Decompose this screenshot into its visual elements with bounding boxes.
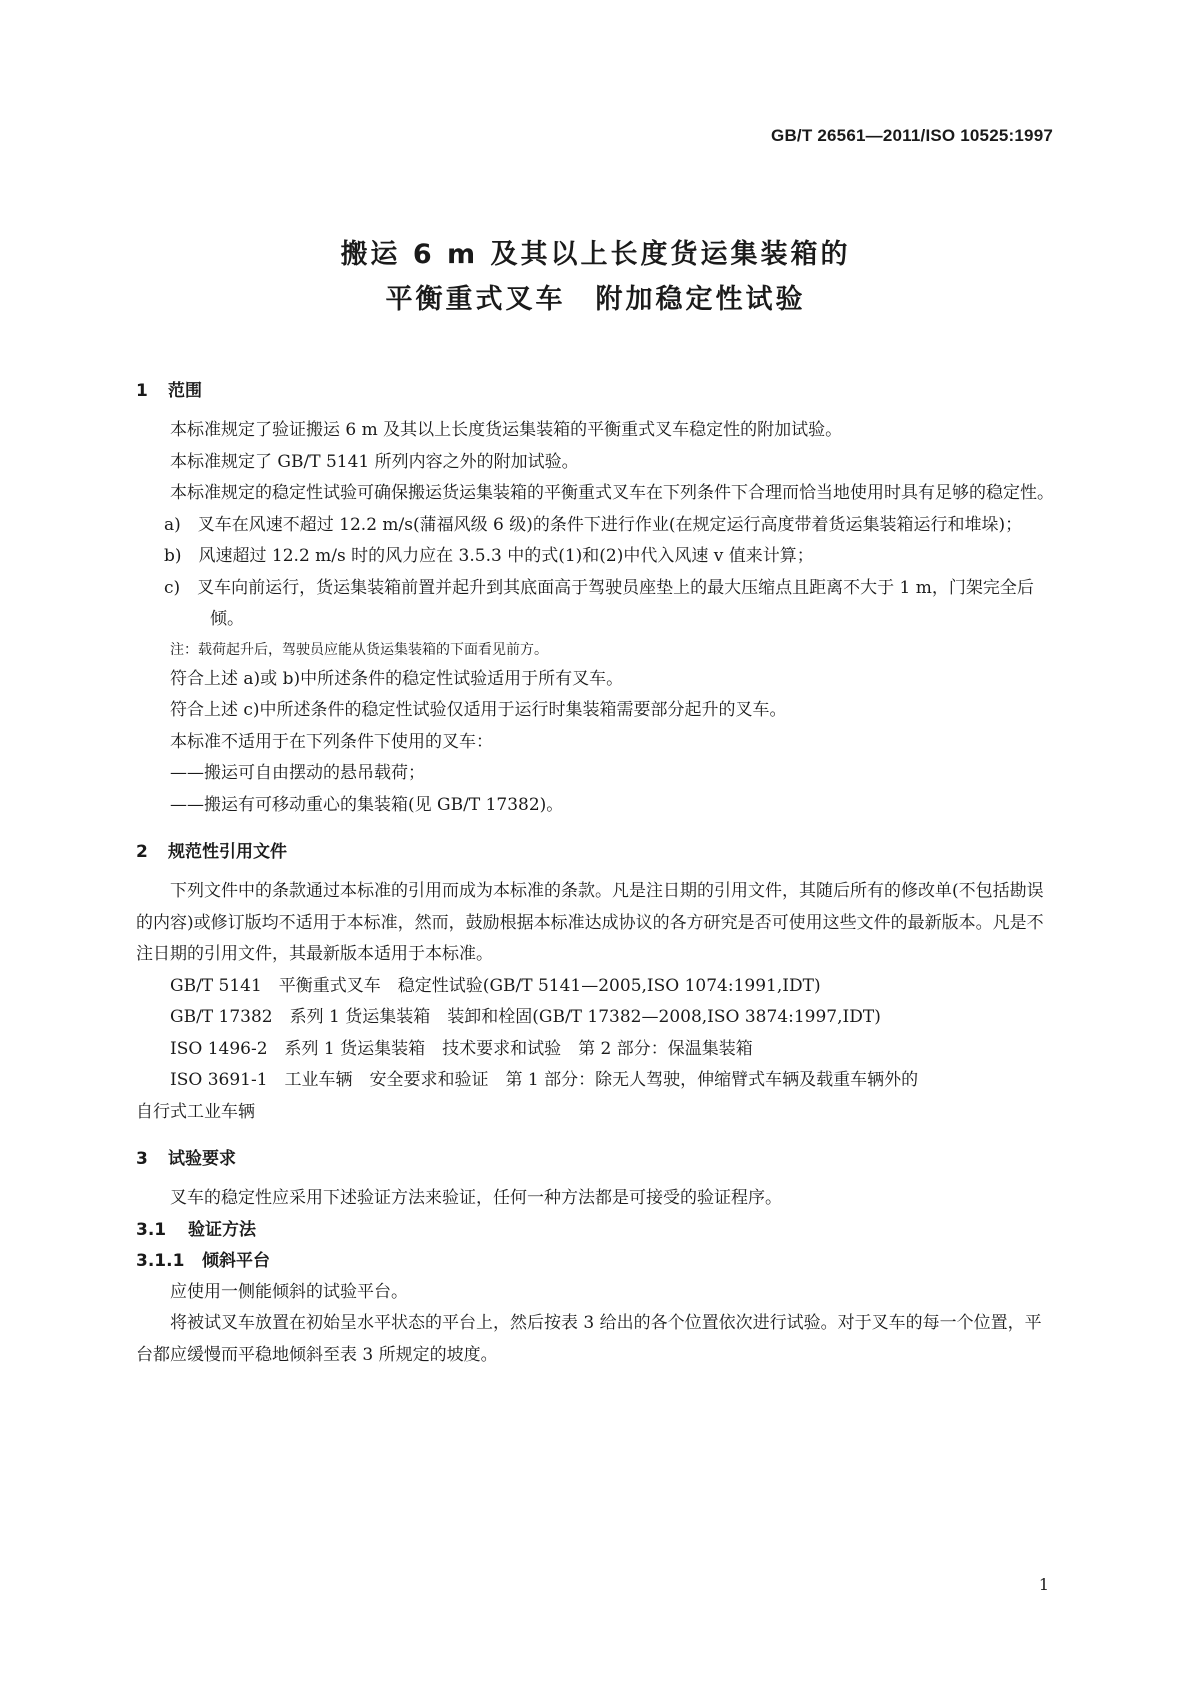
subsection-3-1-1-heading	[136, 1246, 1056, 1277]
section-number: 2	[136, 842, 148, 862]
paragraph: 本标准规定的稳定性试验可确保搬运货运集装箱的平衡重式叉车在下列条件下合理而恰当地使用时具有足够的稳定性。	[170, 483, 1054, 503]
section-1-heading	[136, 376, 1056, 401]
reference-item-continued: 自行式工业车辆	[136, 1101, 255, 1122]
section-title: 倾斜平台	[202, 1250, 270, 1271]
dash-item: ——搬运可自由摆动的悬吊载荷；	[170, 763, 425, 783]
paragraph: 应使用一侧能倾斜的试验平台。	[170, 1281, 408, 1302]
section-number: 1	[136, 381, 148, 401]
list-item: a) 叉车在风速不超过 12.2 m/s(蒲福风级 6 级)的条件下进行作业(在规定运行高度带着货运集装箱运行和堆垛)；	[164, 514, 1023, 535]
standard-number: GB/T 26561—2011/ISO 10525:1997	[771, 126, 1053, 145]
page-number: 1	[1038, 1575, 1049, 1594]
paragraph: 下列文件中的条款通过本标准的引用而成为本标准的条款。凡是注日期的引用文件，其随后所有的修改单(不包括勘误的内容)或修订版均不适用于本标准，然而，鼓励根据本标准达成协议的各方研究是否可使用这些文件的最新版本。凡是不注日期的引用文件，其最新版本适用于本标准。	[136, 881, 1044, 964]
document-title-line2: 平衡重式叉车 附加稳定性试验	[385, 284, 806, 315]
list-item: b) 风速超过 12.2 m/s 时的风力应在 3.5.3 中的式(1)和(2)中代入风速 v 值来计算；	[164, 546, 814, 566]
note: 注：载荷起升后，驾驶员应能从货运集装箱的下面看见前方。	[170, 641, 548, 658]
reference-item: GB/T 17382 系列 1 货运集装箱 装卸和栓固(GB/T 17382—2008,ISO 3874:1997,IDT)	[170, 1007, 881, 1027]
dash-item: ——搬运有可移动重心的集装箱(见 GB/T 17382)。	[170, 794, 564, 815]
section-2-heading	[136, 837, 1056, 862]
section-number: 3.1	[136, 1219, 167, 1240]
section-3-heading	[136, 1144, 1056, 1169]
section-title: 试验要求	[168, 1149, 236, 1169]
paragraph: 将被试叉车放置在初始呈水平状态的平台上，然后按表 3 给出的各个位置依次进行试验。对于叉车的每一个位置，平台都应缓慢而平稳地倾斜至表 3 所规定的坡度。	[136, 1313, 1042, 1365]
subsection-3-1-heading	[136, 1215, 1056, 1246]
section-number: 3.1.1	[136, 1250, 185, 1271]
paragraph: 本标准规定了验证搬运 6 m 及其以上长度货运集装箱的平衡重式叉车稳定性的附加试验。	[170, 420, 843, 440]
section-title: 范围	[168, 381, 202, 401]
paragraph: 符合上述 a)或 b)中所述条件的稳定性试验适用于所有叉车。	[170, 668, 624, 689]
paragraph: 本标准规定了 GB/T 5141 所列内容之外的附加试验。	[170, 451, 579, 472]
paragraph: 本标准不适用于在下列条件下使用的叉车：	[170, 731, 493, 752]
section-title: 验证方法	[188, 1219, 256, 1240]
section-number: 3	[136, 1149, 148, 1169]
reference-item: GB/T 5141 平衡重式叉车 稳定性试验(GB/T 5141—2005,ISO 1074:1991,IDT)	[170, 975, 821, 996]
reference-item: ISO 1496-2 系列 1 货运集装箱 技术要求和试验 第 2 部分：保温集装箱	[170, 1038, 753, 1059]
document-body	[136, 376, 1056, 1371]
reference-item: ISO 3691-1 工业车辆 安全要求和验证 第 1 部分：除无人驾驶，伸缩臂式车辆及载重车辆外的	[170, 1070, 919, 1090]
document-title-line1: 搬运 6 m 及其以上长度货运集装箱的	[340, 239, 851, 270]
section-title: 规范性引用文件	[168, 842, 287, 862]
paragraph: 叉车的稳定性应采用下述验证方法来验证，任何一种方法都是可接受的验证程序。	[170, 1188, 782, 1208]
paragraph: 符合上述 c)中所述条件的稳定性试验仅适用于运行时集装箱需要部分起升的叉车。	[170, 700, 787, 720]
list-item: c) 叉车向前运行，货运集装箱前置并起升到其底面高于驾驶员座垫上的最大压缩点且距离不大于 1 m，门架完全后倾。	[164, 577, 1034, 629]
